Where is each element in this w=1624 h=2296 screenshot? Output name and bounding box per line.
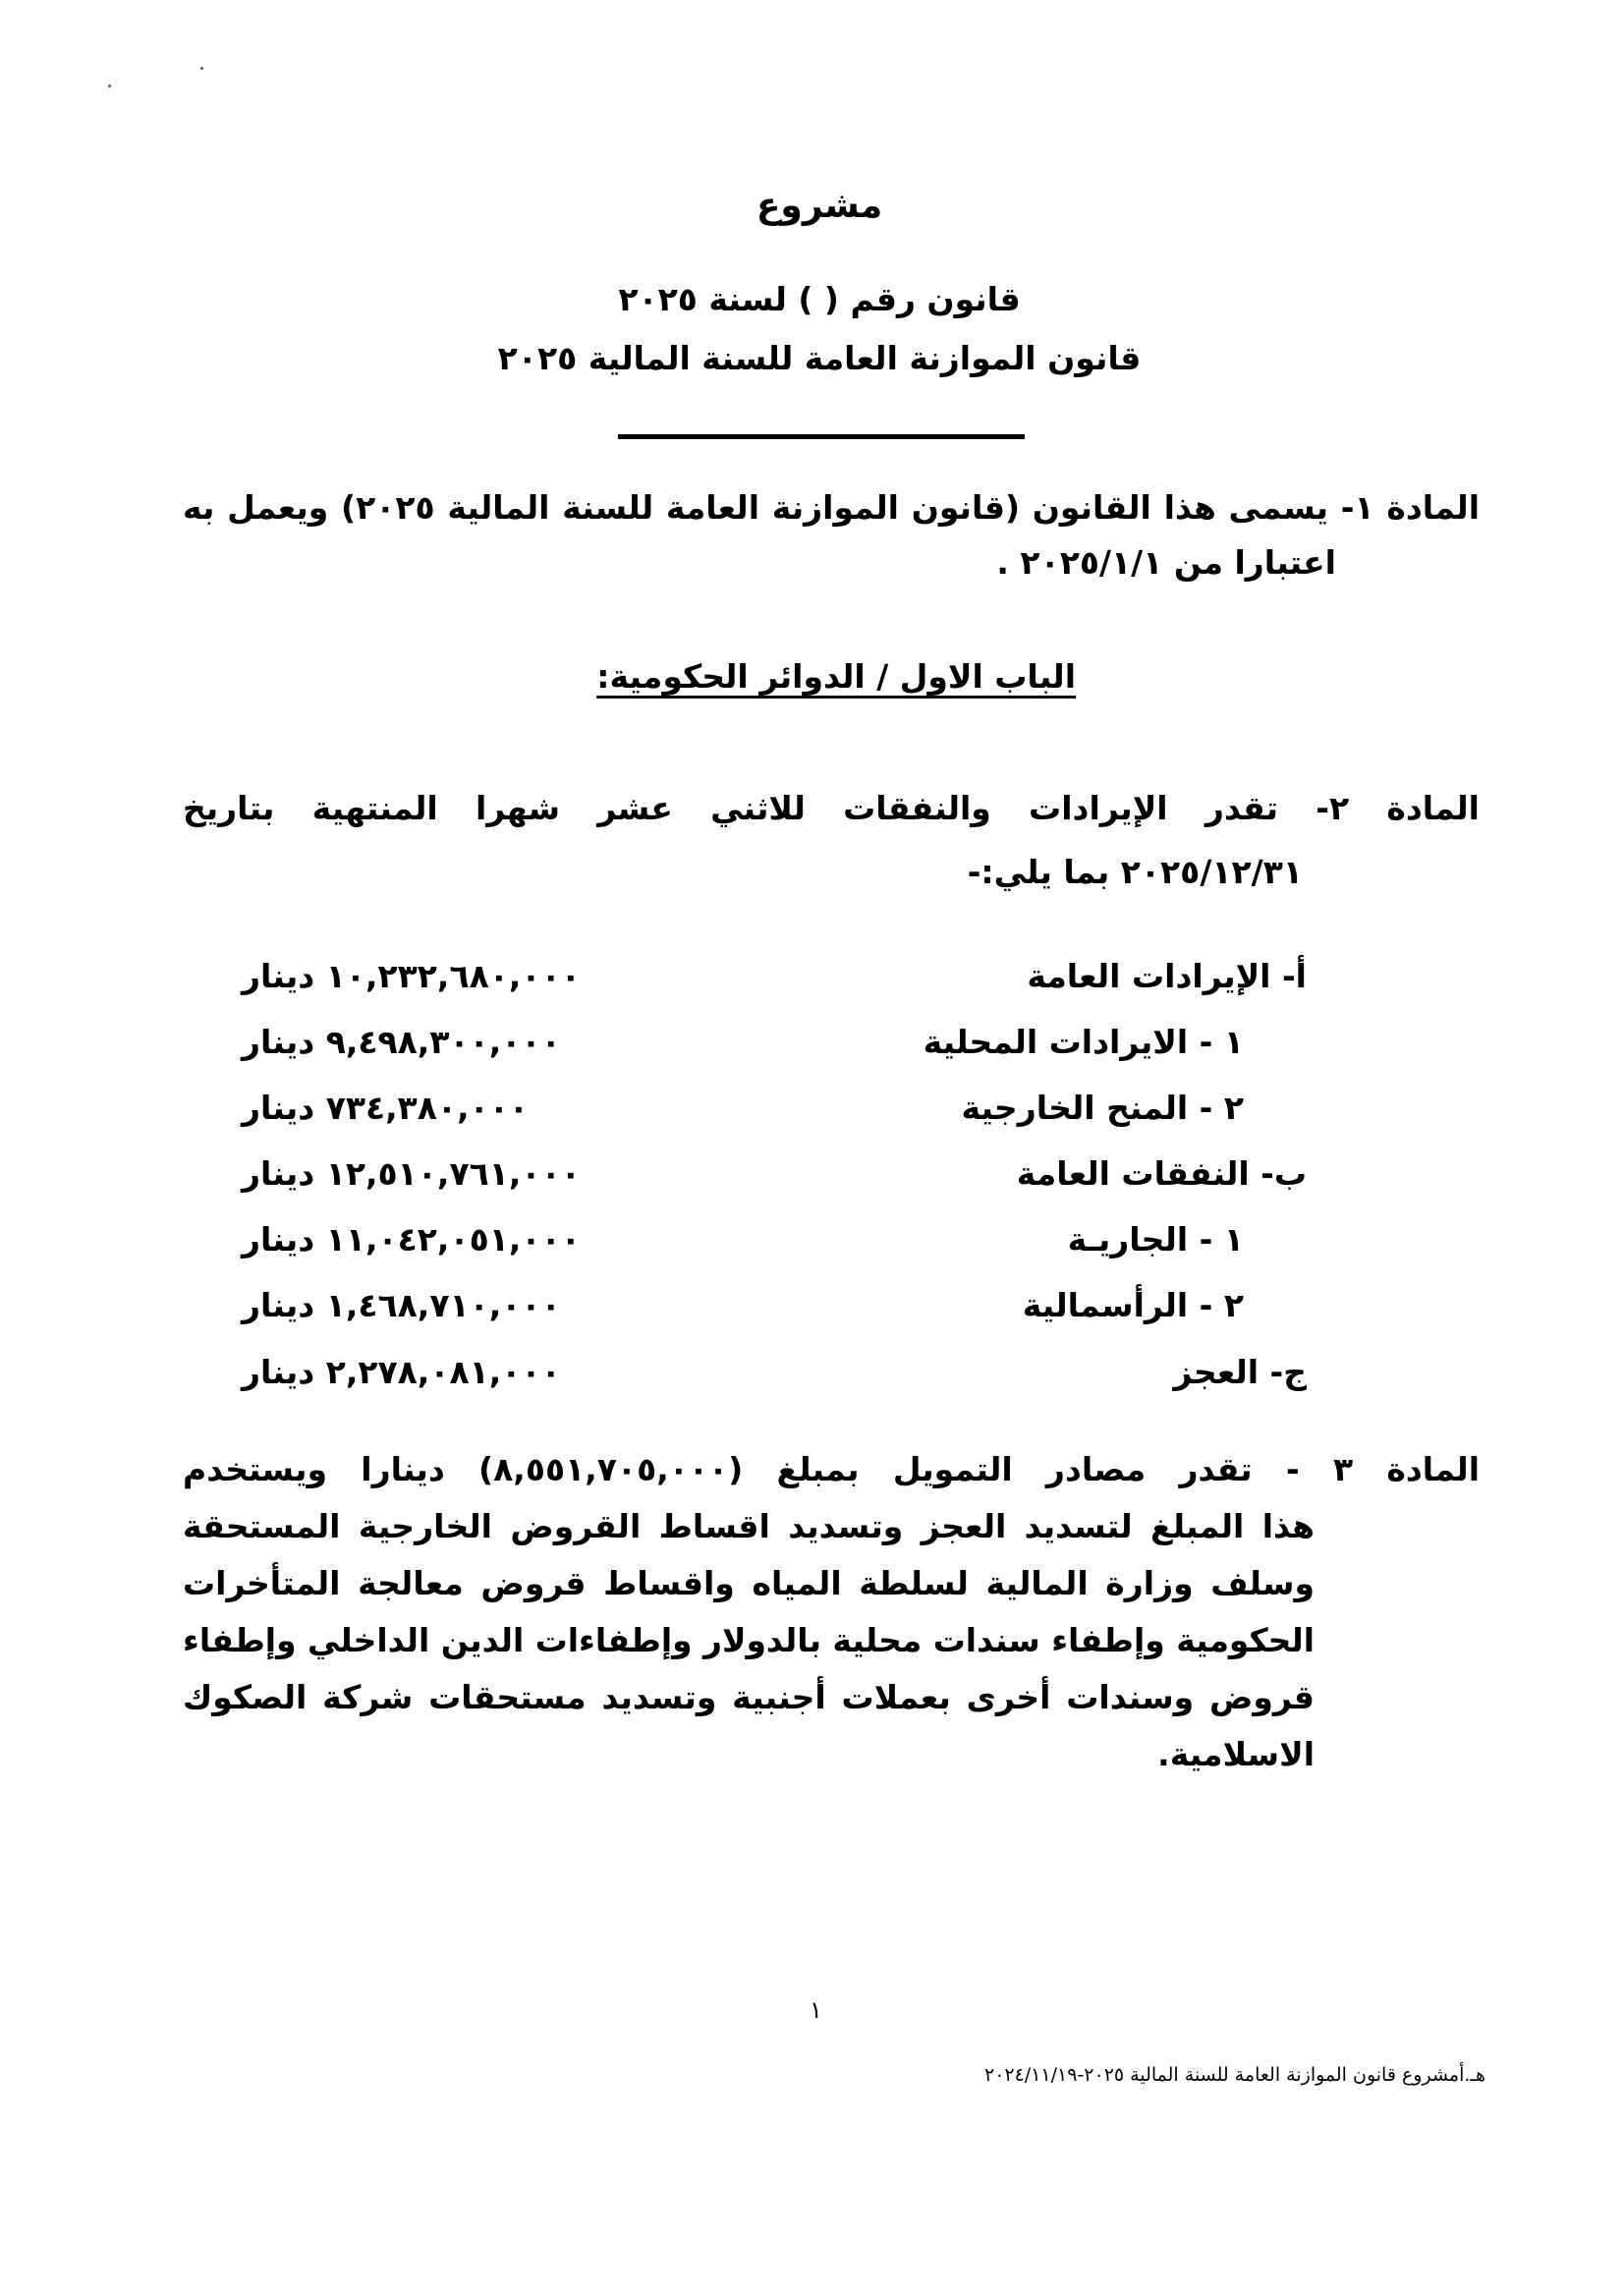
scan-speck: [200, 67, 203, 70]
item-label: أ- الإيرادات العامة: [1027, 957, 1307, 995]
item-amount: ١٢,٥١٠,٧٦١,٠٠٠ دينار: [242, 1154, 581, 1193]
item-amount: ٩,٤٩٨,٣٠٠,٠٠٠ دينار: [242, 1023, 561, 1061]
item-amount: ٢,٢٧٨,٠٨١,٠٠٠ دينار: [242, 1353, 561, 1391]
draft-label: مشروع: [756, 186, 883, 226]
article3-line: هذا المبلغ لتسديد العجز وتسديد اقساط القروض الخارجية المستحقة: [183, 1507, 1315, 1545]
section-heading: الباب الاول / الدوائر الحكومية:: [596, 657, 1076, 696]
item-amount: ١,٤٦٨,٧١٠,٠٠٠ دينار: [242, 1286, 561, 1324]
item-label: ب- النفقات العامة: [1016, 1154, 1307, 1193]
article2-line: ٢٠٢٥/١٢/٣١ بما يلي:-: [967, 853, 1303, 891]
title-divider: [618, 434, 1025, 439]
item-label: ١ - الجاريـة: [1067, 1220, 1244, 1259]
article3-line: الحكومية وإطفاء سندات محلية بالدولار وإطفاءات الدين الداخلي وإطفاء: [183, 1621, 1315, 1659]
law-number: قانون رقم ( ) لسنة ٢٠٢٥: [618, 280, 1021, 318]
item-label: ٢ - الرأسمالية: [1022, 1286, 1244, 1324]
article1-line: المادة ١- يسمى هذا القانون (قانون الموازنة العامة للسنة المالية ٢٠٢٥) ويعمل به: [183, 488, 1481, 527]
article3-line: الاسلامية.: [1157, 1735, 1315, 1773]
item-label: ٢ - المنح الخارجية: [961, 1089, 1244, 1127]
article3-line: المادة ٣ - تقدر مصادر التمويل بمبلغ (٨,٥٥١,٧٠٥,٠٠٠) دينارا ويستخدم: [183, 1450, 1481, 1488]
item-amount: ١١,٠٤٢,٠٥١,٠٠٠ دينار: [242, 1220, 581, 1259]
footer-reference: هـ.أمشروع قانون الموازنة العامة للسنة المالية ٢٠٢٥-٢٠٢٤/١١/١٩: [983, 2064, 1485, 2086]
item-amount: ٧٣٤,٣٨٠,٠٠٠ دينار: [242, 1089, 530, 1127]
article3-line: قروض وسندات أخرى بعملات أجنبية وتسديد مستحقات شركة الصكوك: [183, 1678, 1315, 1716]
scan-speck: [108, 84, 111, 87]
article3-line: وسلف وزارة المالية لسلطة المياه واقساط قروض معالجة المتأخرات: [183, 1564, 1315, 1602]
item-amount: ١٠,٢٣٢,٦٨٠,٠٠٠ دينار: [242, 957, 581, 995]
page-number: ١: [810, 1996, 822, 2024]
article1-line: اعتبارا من ٢٠٢٥/١/١ .: [996, 543, 1336, 582]
article2-line: المادة ٢- تقدر الإيرادات والنفقات للاثني عشر شهرا المنتهية بتاريخ: [183, 789, 1480, 827]
law-title: قانون الموازنة العامة للسنة المالية ٢٠٢٥: [497, 339, 1142, 377]
item-label: ج- العجز: [1173, 1353, 1307, 1391]
item-label: ١ - الايرادات المحلية: [923, 1023, 1244, 1061]
